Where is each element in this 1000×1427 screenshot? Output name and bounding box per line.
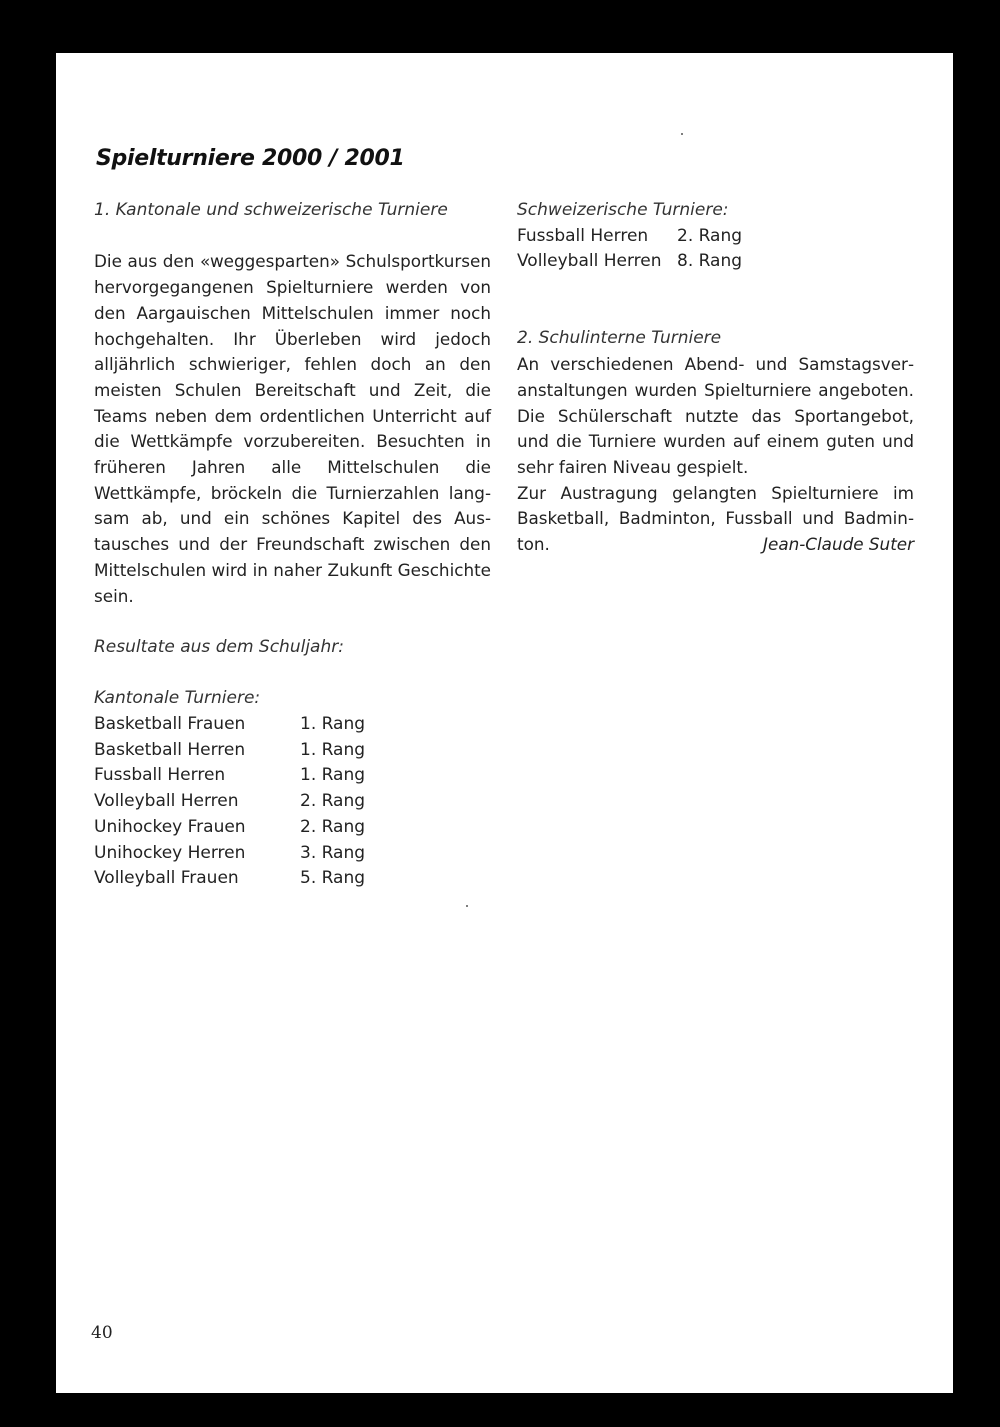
table-row — [94, 738, 365, 764]
schweizerisch-heading: Schweizerische Turniere: — [517, 200, 729, 220]
section2-paragraph-2-text: Zur Austragung gelangten Spielturniere im Basketball, Badminton, Fussball und Badminton. — [517, 482, 914, 555]
section2-heading: 2. Schulinterne Turniere — [517, 328, 722, 349]
team-rank: 8. Rang — [677, 251, 743, 272]
spacer — [94, 661, 491, 687]
left-column — [94, 198, 491, 892]
author-signature: Jean-Claude Suter — [763, 534, 914, 555]
team-rank: 2. Rang — [300, 791, 366, 812]
table-row — [517, 224, 742, 250]
team-name: Fussball Herren — [94, 765, 226, 786]
section2-paragraph-1: An verschiedenen Abend- und Samstagsveranstaltungen wurden Spielturniere angeboten. Die Schülerschaft nutzte das Sportangebot, und die Turniere wurden auf einem guten und sehr fairen Niveau gespielt. — [517, 354, 914, 477]
team-rank: 1. Rang — [300, 739, 366, 760]
table-row — [94, 841, 365, 867]
section1-paragraph: Die aus den «weggesparten» Schulsportkursen hervorgegangenen Spielturniere werden von den Aargauischen Mittelschulen immer noch hochgehalten. Ihr Überleben wird jedoch alljährlich schwieriger, fehlen doch an den meisten Schulen Bereitschaft und Zeit, die Teams neben dem ordentlichen Unterricht auf die Wettkämpfe vorzubereiten. Besuchten in früheren Jahren alle Mittelschulen die Wettkämpfe, bröckeln die Turnierzahlen langsam ab, und ein schönes Kapitel des Austausches und der Freundschaft zwischen den Mittelschulen wird in naher Zukunft Geschichte sein. — [94, 251, 491, 606]
team-name: Basketball Herren — [94, 739, 246, 760]
results-heading: Resultate aus dem Schuljahr: — [94, 636, 344, 657]
team-rank: 3. Rang — [300, 842, 366, 863]
scan-speck — [466, 905, 468, 907]
team-name: Unihockey Frauen — [94, 816, 246, 837]
schweizerisch-results-table — [517, 224, 742, 275]
table-row — [517, 249, 742, 275]
document-page — [56, 53, 953, 1393]
team-rank: 1. Rang — [300, 765, 366, 786]
team-rank: 2. Rang — [677, 225, 743, 246]
team-name: Unihockey Herren — [94, 842, 246, 863]
kantonal-results-table — [94, 712, 365, 892]
team-name: Volleyball Frauen — [94, 868, 239, 889]
spacer — [94, 609, 491, 635]
section1-heading: 1. Kantonale und schweizerische Turniere — [94, 200, 448, 220]
scan-speck — [681, 133, 683, 135]
team-rank: 2. Rang — [300, 816, 366, 837]
table-row — [94, 866, 365, 892]
table-row — [94, 815, 365, 841]
team-rank: 5. Rang — [300, 868, 366, 889]
section2-paragraph-2 — [517, 481, 914, 558]
page-number: 40 — [91, 1323, 113, 1343]
team-name: Fussball Herren — [517, 225, 649, 246]
right-column — [517, 198, 914, 558]
spacer — [517, 275, 914, 301]
team-name: Volleyball Herren — [517, 251, 662, 272]
table-row — [94, 789, 365, 815]
spacer — [517, 301, 914, 327]
team-name: Basketball Frauen — [94, 714, 246, 735]
team-name: Volleyball Herren — [94, 791, 239, 812]
table-row — [94, 712, 365, 738]
team-rank: 1. Rang — [300, 714, 366, 735]
spacer — [94, 224, 491, 250]
page-title: Spielturniere 2000 / 2001 — [96, 146, 405, 171]
kantonal-heading: Kantonale Turniere: — [94, 688, 261, 709]
table-row — [94, 763, 365, 789]
